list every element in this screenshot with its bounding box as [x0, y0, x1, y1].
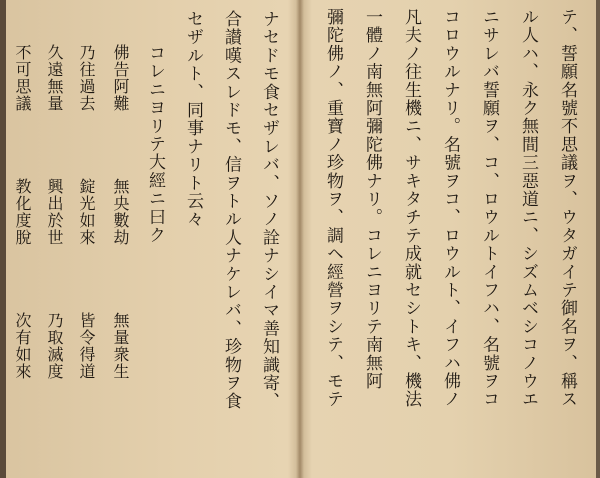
right-page-line-2: ル人ハ、永ク無間三惡道ニ、シズムベシコノウエ [518, 8, 538, 409]
right-page-line-7: 彌陀佛ノ、重寶ノ珍物ヲ、調ヘ經營ヲシテ、モテ [323, 8, 343, 409]
book-gutter [296, 0, 304, 478]
right-page-edge [596, 0, 600, 478]
right-page-line-6: 一體ノ南無阿彌陀佛ナリ。コレニヨリテ南無阿 [362, 8, 382, 391]
verse-row3-col1: 無量衆生 [111, 312, 130, 380]
left-page [6, 0, 296, 478]
verse-row1-col1: 佛告阿難 [111, 44, 130, 112]
verse-row1-col4: 不可思議 [13, 44, 32, 112]
verse-row1-col3: 久遠無量 [45, 44, 64, 112]
right-page-line-4: コロウルナリ。名號ヲコ、ロウルト、イフハ佛ノ [440, 8, 460, 409]
right-page-line-1: テ、誓願名號不思議ヲ、ウタガイテ御名ヲ、稱ス [557, 8, 577, 409]
right-page [304, 0, 596, 478]
verse-row2-col3: 興出於世 [45, 178, 64, 246]
verse-row3-col3: 乃取滅度 [45, 312, 64, 380]
right-page-line-5: 凡夫ノ往生機ニ、サキタチテ成就セシトキ、機法 [401, 8, 421, 409]
verse-row2-col1: 無央數劫 [111, 178, 130, 246]
verse-row2-col4: 教化度脫 [13, 178, 32, 246]
right-page-line-3: ニサレバ誓願ヲ、コ、ロウルトイフハ、名號ヲコ [479, 8, 499, 409]
sutra-citation-heading: コレニヨリテ大經ニ曰ク [145, 44, 165, 245]
verse-row3-col2: 皆令得道 [77, 312, 96, 380]
left-page-line-2: 合讃嘆スレドモ、信ヲトル人ナケレバ、珍物ヲ食 [221, 10, 241, 411]
verse-row3-col4: 次有如來 [13, 312, 32, 380]
left-page-line-1: ナセドモ食セザレバ、ソノ詮ナシイマ善知識寄、 [259, 10, 279, 411]
left-page-line-3: セザルト、同事ナリト云々 [183, 10, 203, 229]
verse-row2-col2: 錠光如來 [77, 178, 96, 246]
verse-row1-col2: 乃往過去 [77, 44, 96, 112]
